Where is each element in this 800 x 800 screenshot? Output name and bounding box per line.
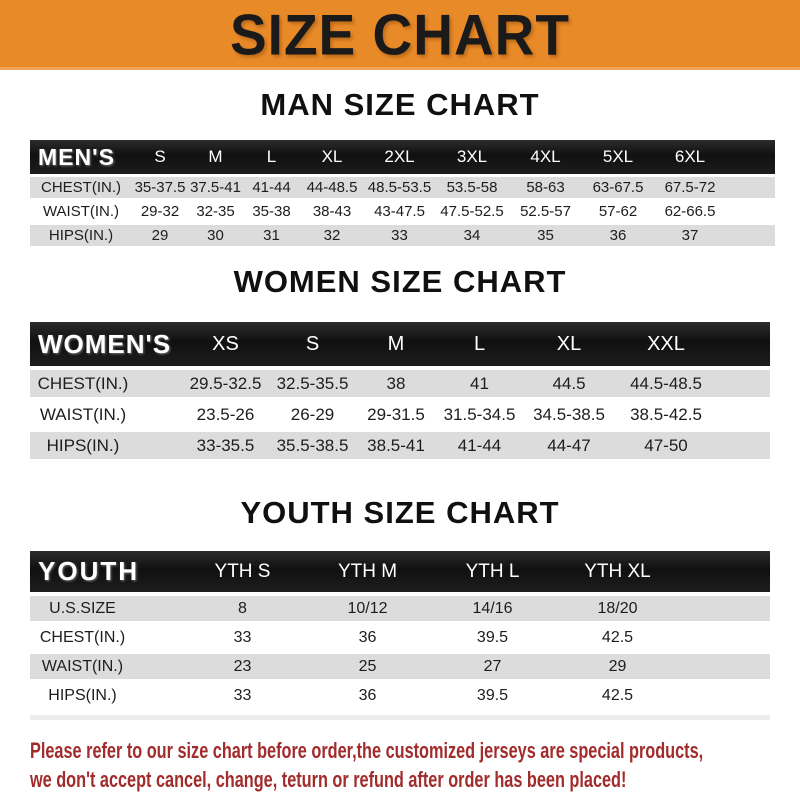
header-label-cell: WOMEN'S — [38, 328, 172, 359]
value-cell: 41-44 — [252, 179, 291, 196]
column-header-cell: 3XL — [456, 147, 488, 166]
value-cell: 26-29 — [290, 404, 335, 424]
value-cell: 67.5-72 — [664, 179, 716, 196]
column-header-cell: L — [473, 332, 486, 355]
table-row — [30, 432, 770, 459]
value-cell: 25 — [358, 657, 377, 675]
value-cell: 37.5-41 — [190, 179, 241, 196]
table-row — [30, 225, 775, 246]
value-cell: 33-35.5 — [196, 435, 255, 455]
youth-size-chart-section — [0, 495, 800, 708]
value-cell: 8 — [238, 599, 247, 617]
table-row — [30, 177, 775, 198]
table-row — [30, 683, 770, 708]
value-cell: 10/12 — [347, 599, 388, 617]
man-size-chart-section — [0, 87, 800, 246]
row-label-cell: HIPS(IN.) — [46, 435, 120, 455]
row-label-cell: CHEST(IN.) — [37, 373, 129, 393]
value-cell: 39.5 — [476, 686, 509, 704]
table-header-row — [30, 322, 770, 366]
value-cell: 52.5-57 — [520, 203, 571, 220]
value-cell: 47-50 — [644, 435, 688, 455]
row-label-cell: HIPS(IN.) — [48, 686, 117, 704]
value-cell: 42.5 — [601, 686, 634, 704]
value-cell: 35-37.5 — [134, 179, 186, 196]
table-bottom-strip — [30, 715, 770, 720]
column-header-cell: S — [154, 147, 166, 166]
value-cell: 23.5-26 — [196, 404, 255, 424]
column-header-cell: XL — [556, 332, 582, 355]
header-label-cell: YOUTH — [38, 556, 139, 586]
value-cell: 34 — [463, 227, 481, 244]
row-label-cell: WAIST(IN.) — [39, 404, 127, 424]
table-row — [30, 370, 770, 397]
value-cell: 33 — [233, 686, 252, 704]
value-cell: 29 — [151, 227, 169, 244]
value-cell: 39.5 — [476, 628, 509, 646]
value-cell: 36 — [358, 686, 377, 704]
column-header-cell: 5XL — [602, 147, 634, 166]
header-label-cell: MEN'S — [38, 143, 115, 170]
value-cell: 44.5 — [552, 373, 586, 393]
column-header-cell: YTH S — [214, 560, 271, 582]
value-cell: 29-31.5 — [367, 404, 425, 424]
value-cell: 34.5-38.5 — [533, 404, 605, 424]
value-cell: 29-32 — [140, 203, 180, 220]
value-cell: 57-62 — [598, 203, 638, 220]
column-header-cell: 6XL — [674, 147, 706, 166]
value-cell: 44.5-48.5 — [630, 373, 702, 393]
value-cell: 35.5-38.5 — [276, 435, 349, 455]
value-cell: 44-47 — [547, 435, 591, 455]
table-header-row — [30, 551, 770, 592]
table-row — [30, 201, 775, 222]
value-cell: 29 — [608, 657, 627, 675]
value-cell: 36 — [609, 227, 627, 244]
value-cell: 41 — [470, 373, 489, 393]
youth-size-table — [30, 551, 800, 708]
women-size-chart-section — [0, 264, 800, 459]
women-size-chart-heading: WOMEN SIZE CHART — [233, 264, 567, 299]
value-cell: 14/16 — [472, 599, 513, 617]
value-cell: 48.5-53.5 — [367, 179, 432, 196]
size-chart-banner — [0, 0, 800, 70]
womens-size-table — [30, 322, 800, 459]
value-cell: 37 — [681, 227, 699, 244]
value-cell: 38.5-42.5 — [630, 404, 702, 424]
value-cell: 38-43 — [312, 203, 352, 220]
column-header-cell: 4XL — [530, 147, 561, 166]
column-header-cell: XL — [321, 147, 343, 166]
value-cell: 63-67.5 — [592, 179, 644, 196]
row-label-cell: CHEST(IN.) — [41, 179, 121, 196]
column-header-cell: M — [208, 147, 223, 166]
row-label-cell: HIPS(IN.) — [48, 227, 114, 244]
value-cell: 18/20 — [597, 599, 638, 617]
value-cell: 53.5-58 — [446, 179, 498, 196]
column-header-cell: S — [305, 332, 320, 355]
value-cell: 33 — [391, 227, 408, 244]
column-header-cell: XXL — [647, 332, 685, 355]
row-label-cell: WAIST(IN.) — [41, 657, 124, 675]
value-cell: 41-44 — [457, 435, 502, 455]
table-row — [30, 654, 770, 679]
value-cell: 31.5-34.5 — [443, 404, 516, 424]
disclaimer-line-1: Please refer to our size chart before order,the customized jerseys are special products, — [30, 738, 704, 763]
disclaimer-text — [30, 736, 800, 794]
column-header-cell: 2XL — [384, 147, 415, 166]
value-cell: 29.5-32.5 — [189, 373, 262, 393]
value-cell: 23 — [233, 657, 252, 675]
value-cell: 38.5-41 — [367, 435, 425, 455]
value-cell: 44-48.5 — [306, 179, 358, 196]
value-cell: 31 — [263, 227, 280, 244]
value-cell: 58-63 — [526, 179, 565, 196]
value-cell: 36 — [358, 628, 377, 646]
value-cell: 33 — [233, 628, 252, 646]
value-cell: 35-38 — [252, 203, 291, 220]
column-header-cell: M — [387, 332, 405, 355]
table-row — [30, 596, 770, 621]
row-label-cell: CHEST(IN.) — [39, 628, 126, 646]
column-header-cell: L — [266, 147, 277, 166]
man-size-chart-heading: MAN SIZE CHART — [260, 87, 540, 122]
column-header-cell: YTH M — [337, 560, 398, 582]
disclaimer-line-2: we don't accept cancel, change, teturn or refund after order has been placed! — [30, 767, 627, 792]
value-cell: 47.5-52.5 — [440, 203, 504, 220]
value-cell: 27 — [483, 657, 502, 675]
value-cell: 38 — [386, 373, 406, 393]
value-cell: 32 — [323, 227, 341, 244]
value-cell: 30 — [207, 227, 224, 244]
row-label-cell: U.S.SIZE — [49, 599, 116, 617]
column-header-cell: YTH XL — [584, 560, 651, 582]
value-cell: 32.5-35.5 — [276, 373, 349, 393]
column-header-cell: XS — [212, 332, 239, 355]
value-cell: 62-66.5 — [664, 203, 716, 220]
value-cell: 35 — [537, 227, 554, 244]
table-header-row — [30, 140, 775, 174]
mens-size-table — [30, 140, 800, 246]
table-row — [30, 625, 770, 650]
value-cell: 42.5 — [601, 628, 634, 646]
value-cell: 43-47.5 — [374, 203, 425, 220]
banner-title: SIZE CHART — [230, 2, 570, 67]
row-label-cell: WAIST(IN.) — [42, 203, 120, 220]
column-header-cell: YTH L — [465, 560, 520, 582]
youth-size-chart-heading: YOUTH SIZE CHART — [240, 495, 560, 530]
table-row — [30, 401, 770, 428]
value-cell: 32-35 — [196, 203, 235, 220]
